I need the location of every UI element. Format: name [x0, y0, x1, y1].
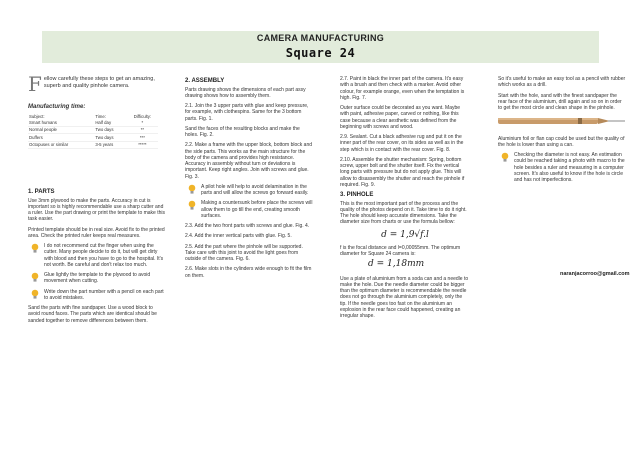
category-title: CAMERA MANUFACTURING	[256, 33, 385, 43]
table-cell: Smart humans	[28, 120, 94, 127]
table-cell: *	[127, 120, 158, 127]
body-paragraph: Use a plate of aluminium from a soda can and a needle to make the hole. Due the needle diameter could be bigger than the optimum diameter is recommendable the needle does not go through the aluminium completely, only the tip. If the needle goes too fast on the aluminium an explosion in the rear face could happened, creating an irregular shape.	[340, 275, 469, 319]
pencil-drill-image	[498, 115, 626, 129]
table-cell: Two days	[94, 126, 126, 133]
manufacturing-time-table	[28, 114, 158, 149]
body-paragraph: 2.9. Sealant. Cut a black adhesive rug and put it on the inner part of the rear cover, on its sides as well as in the step which is in contact with the rear cover. Fig. 8.	[340, 134, 464, 153]
tip-text: I do not recommend cut the finger when using the cutter. Many people decide to do it, but will get dirty with blood and then you have to go to the hospital. It's not worth. Be careful and don't relax too much.	[44, 243, 164, 268]
page-title: Square 24	[285, 46, 356, 61]
table-header: Time:	[95, 114, 106, 120]
body-paragraph: 2.10. Assemble the shutter mechanism: Spring, bottom screw, upper bolt and the shutter itself. Fix the vertical long parts with pressure but do not apply glue. This will allow to disassembly the shutter and reach the pinhole if required. Fig. 9.	[340, 156, 465, 188]
tip-text: A pilot hole will help to avoid delamination in the parts and will allow the screws go forward easily.	[201, 183, 309, 196]
header-banner	[42, 31, 599, 63]
table-row	[28, 134, 158, 141]
assembly-paragraph: 2.2. Make a frame with the upper block, bottom block and the side parts. This works as the main structure for the body of the camera and provides high resistance. Accuracy in assembly without turn or deviations is important. Keep right angles. Join with screws and glue. Fig. 3.	[185, 142, 313, 180]
tip-box	[185, 200, 313, 219]
parts-heading: 1. PARTS	[28, 189, 55, 196]
lightbulb-icon	[188, 184, 196, 197]
table-cell: Duffers	[28, 134, 94, 141]
tip-text: Making a countersunk before place the screws will allow them to go till the end, creating smooth surfaces.	[201, 200, 313, 219]
table-cell: Half day	[94, 120, 126, 127]
pinhole-heading: 3. PINHOLE	[340, 192, 374, 198]
table-row	[28, 141, 158, 148]
lightbulb-icon	[501, 152, 509, 165]
parts-paragraph-2: Printed template should be in real size. Avoid fix to the printed area. Check the printed ruler keeps real measures.	[28, 226, 165, 239]
table-cell: Two days	[94, 134, 126, 141]
assembly-paragraph: 2.3. Add the two front parts with screws and glue. Fig. 4.	[185, 223, 310, 229]
parts-paragraph-1: Use 3mm plywood to make the parts. Accuracy in cut is important so is highly recommendable use a sharp cutter and a ruler. Use the part drawing or print the template to make this task easier.	[28, 197, 166, 223]
assembly-paragraph: Sand the faces of the resulting blocks and make the holes. Fig. 2.	[185, 125, 300, 138]
body-paragraph: This is the most important part of the process and the quality of the photos depend on it. Take time to do it right. The hole should keep accurate dimensions. Take the diameter size from charts or use the formula bellow:	[340, 200, 467, 226]
tip-text: Write down the part number with a pencil on each part to avoid mistakes.	[44, 288, 164, 301]
column-2	[185, 76, 313, 283]
table-cell: *****	[127, 141, 158, 148]
manufacturing-time-heading: Manufacturing time:	[28, 103, 86, 110]
tip-box	[28, 243, 166, 268]
table-cell: Normal people	[28, 126, 94, 133]
assembly-paragraph: 2.1. Join the 3 upper parts with glue and keep pressure, for example, with clothespins. Same for the 3 bottom parts. Fig. 1.	[185, 103, 309, 122]
tip-box	[28, 272, 166, 285]
table-cell: 3-5 years	[94, 141, 126, 148]
intro-text: ellow carefully these steps to get an amazing, superb and quality pinhole camera.	[43, 76, 155, 89]
lightbulb-icon	[188, 200, 196, 213]
body-paragraph: Aluminium foil or flan cap could be used but the quality of the hole is lower than using a can.	[498, 135, 625, 148]
body-paragraph: So it's useful to make an easy tool as a pencil with rubber which works as a drill.	[498, 76, 626, 89]
table-cell: ***	[127, 134, 158, 141]
intro-paragraph	[28, 72, 166, 96]
body-paragraph: Start with the hole, sand with the finest sandpaper the rear face of the aluminium, drill again and so on in order to get the most circle and clean shape in the pinhole.	[498, 92, 622, 111]
table-cell: **	[127, 126, 158, 133]
table-cell: Octopuses or similar	[28, 141, 94, 148]
assembly-paragraph: 2.6. Make slots in the cylinders wide enough to fit the film on them.	[185, 266, 312, 279]
drop-cap: F	[28, 72, 42, 96]
diameter-formula: d = 1,9√f.l	[381, 229, 429, 240]
body-paragraph: 2.7. Paint in black the inner part of the camera. It's easy with a brush and then check with a marker. Avoid other colour, for example orange, even when the temptation is high. Fig. 7.	[340, 76, 465, 101]
author-email: naranjacorroo@gmail.com	[560, 271, 630, 277]
assembly-paragraph: 2.5. Add the part where the pinhole will be supported. Take care with this joint to avoid the light goes from outside of the camera. Fig. 6.	[185, 243, 303, 262]
parts-paragraph-3: Sand the parts with fine sandpaper. Use a wood block to avoid round faces. The parts which are identical should be sanded together to remove differences between them.	[28, 305, 157, 324]
body-paragraph: f is the focal distance and l=0,00055mm. The optimum diameter for Square 24 camera is:	[340, 244, 461, 257]
lightbulb-icon	[31, 243, 39, 256]
column-1	[28, 72, 166, 328]
tip-text: Glue lightly the template to the plywood to avoid movement when cutting.	[44, 272, 151, 285]
tip-text: Checking the diameter is not easy. An estimation could be reached taking a photo with macro to the hole besides a ruler and measuring in a computer screen. It's also useful to know if the hole is circle and has not imperfections.	[514, 152, 625, 183]
assembly-paragraph: 2.4. Add the inner vertical parts with glue. Fig. 5.	[185, 233, 292, 240]
column-4	[498, 76, 626, 187]
tip-box	[28, 289, 166, 302]
lightbulb-icon	[31, 289, 39, 302]
assembly-heading: 2. ASSEMBLY	[185, 78, 225, 84]
assembly-paragraph: Parts drawing shows the dimensions of each part assy drawing shows how to assembly them.	[185, 86, 306, 99]
tip-box	[498, 152, 626, 183]
table-header: Difficulty:	[133, 114, 152, 120]
table-row	[28, 120, 158, 127]
column-3	[340, 76, 470, 323]
table-header: Subject:	[29, 114, 45, 120]
tip-box	[185, 184, 313, 197]
lightbulb-icon	[31, 272, 39, 285]
body-paragraph: Outer surface could be decorated as you want. Maybe with paint, adhesive paper, carved or nothing, like this case because a clear aesthetic was defined from the beginning with screws and wood.	[340, 105, 461, 130]
diameter-result: d = 1,18mm	[368, 259, 425, 270]
table-row	[28, 126, 158, 133]
